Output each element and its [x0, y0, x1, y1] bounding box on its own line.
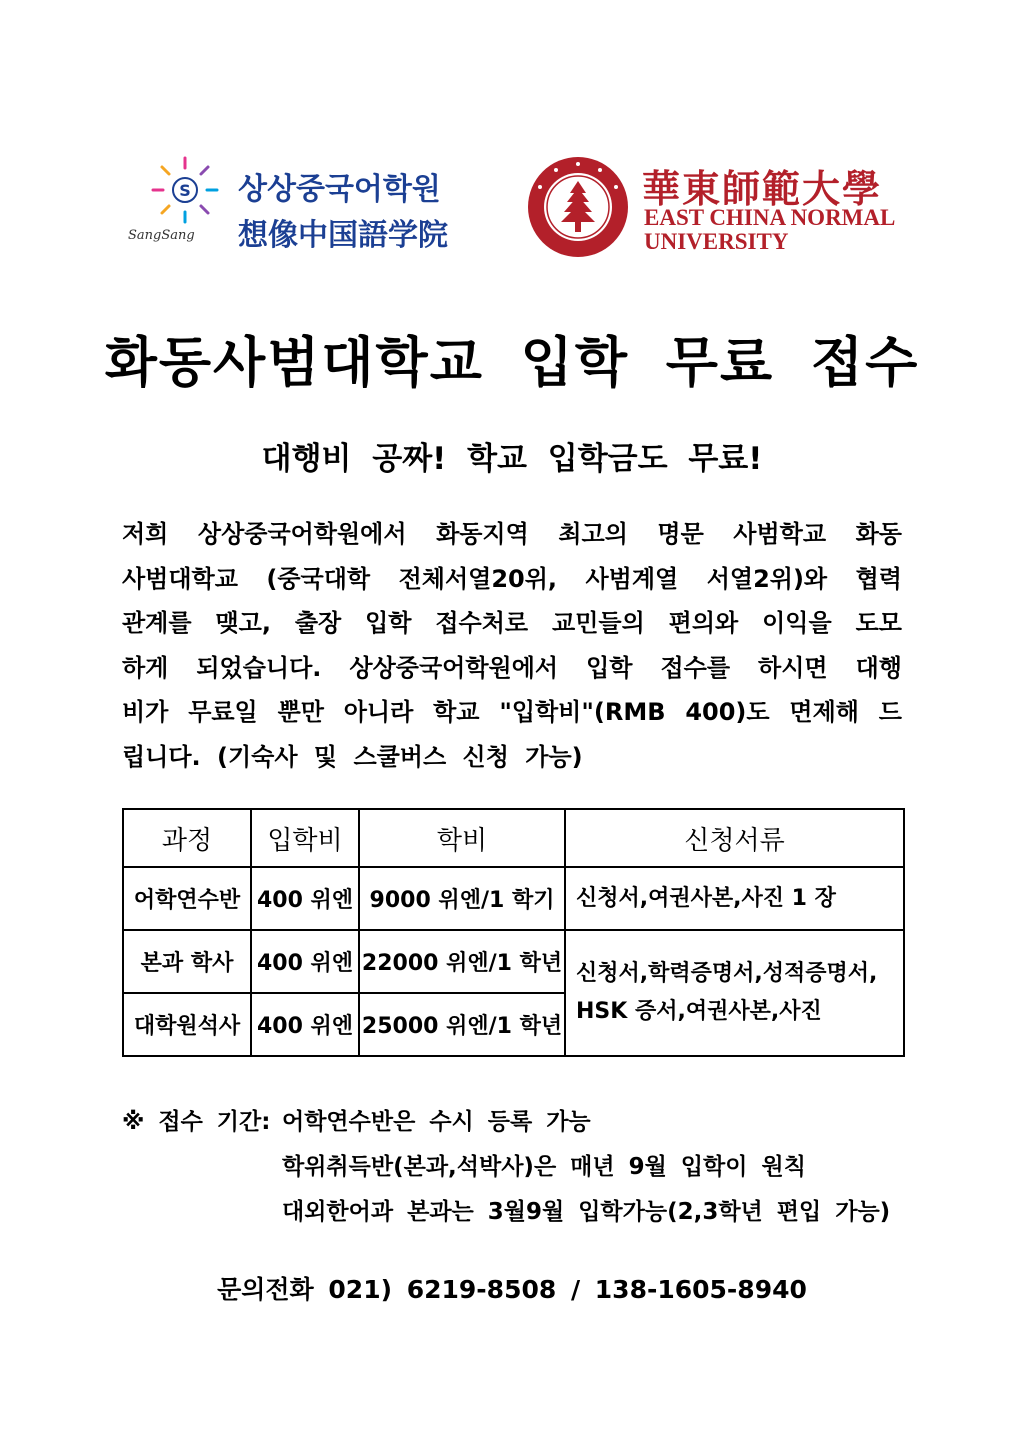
intro-word: 면제해	[789, 698, 859, 726]
intro-word: "입학비"(RMB	[499, 698, 666, 726]
intro-word: 사범대학교	[122, 564, 238, 593]
documents-cell: 신청서,여권사본,사진 1 장	[565, 867, 904, 930]
intro-word: 도모	[855, 609, 902, 637]
documents-line: 신청서,학력증명서,성적증명서,	[576, 961, 878, 986]
page-title: 화동사범대학교 입학 무료 접수	[104, 331, 920, 394]
academy-name-chinese: 想像中国語学院	[238, 218, 448, 253]
university-name-english-line2: UNIVERSITY	[644, 229, 789, 254]
course-cell: 대학원석사	[123, 993, 251, 1056]
documents-line: HSK 증서,여권사본,사진	[576, 999, 822, 1024]
intro-word: 400)도	[685, 698, 770, 726]
intro-word: 하시면	[758, 653, 828, 682]
header-tuition: 학비	[359, 809, 565, 867]
application-period-notes	[122, 1100, 890, 1235]
header-documents: 신청서류	[565, 809, 904, 867]
course-cell: 어학연수반	[123, 867, 251, 930]
intro-word: 화동지역	[436, 520, 529, 548]
contact-phone: 문의전화 021) 6219-8508 / 138-1605-8940	[217, 1275, 807, 1304]
intro-word: 사범계열	[585, 564, 679, 593]
university-name-chinese: 華東師範大學	[642, 166, 883, 211]
page-subtitle: 대행비 공짜! 학교 입학금도 무료!	[261, 441, 763, 477]
academy-wordmark: SangSang	[128, 228, 195, 243]
intro-line: 립니다. (기숙사 및 스쿨버스 신청 가능)	[122, 742, 583, 771]
intro-word: 이익을	[762, 609, 832, 637]
university-name-english-line1: EAST CHINA NORMAL	[644, 205, 896, 230]
intro-word: 서열2위)와	[706, 564, 828, 593]
intro-word: 학교	[433, 698, 480, 726]
intro-word: 되었습니다.	[196, 653, 322, 682]
admission-cell: 400 위엔	[251, 867, 359, 930]
table-row	[123, 867, 904, 930]
intro-word: 대행	[855, 653, 902, 682]
documents-cell-shared	[565, 930, 904, 1056]
intro-word: 입학	[365, 609, 412, 637]
intro-word: 협력	[855, 564, 902, 593]
note-text: 어학연수반은 수시 등록 가능	[282, 1109, 591, 1135]
note-line: 학위취득반(본과,석박사)은 매년 9월 입학이 원칙	[282, 1154, 806, 1180]
note-label: ※ 접수 기간:	[122, 1109, 271, 1135]
fee-table	[122, 808, 905, 1057]
admission-cell: 400 위엔	[251, 993, 359, 1056]
note-line: 대외한어과 본과는 3월9월 입학가능(2,3학년 편입 가능)	[282, 1199, 891, 1225]
intro-word: 교민들의	[552, 609, 645, 637]
intro-word: 명문	[657, 520, 704, 548]
admission-cell: 400 위엔	[251, 930, 359, 993]
intro-word: (중국대학	[266, 564, 371, 593]
tuition-cell: 9000 위엔/1 학기	[359, 867, 565, 930]
intro-line	[122, 557, 902, 602]
intro-word: 뿐만	[277, 698, 324, 726]
intro-line	[122, 512, 902, 557]
academy-name-korean: 상상중국어학원	[238, 172, 441, 207]
header-course: 과정	[123, 809, 251, 867]
intro-paragraph	[122, 512, 902, 779]
intro-word: 편의와	[668, 609, 739, 637]
intro-word: 화동	[855, 520, 902, 548]
intro-word: 상상중국어학원에서	[349, 653, 559, 682]
note-line	[122, 1100, 890, 1145]
intro-word: 무료일	[188, 698, 258, 726]
intro-word: 관계를	[122, 609, 192, 637]
header-admission-fee: 입학비	[251, 809, 359, 867]
course-cell: 본과 학사	[123, 930, 251, 993]
intro-word: 상상중국어학원에서	[197, 520, 407, 548]
intro-line	[122, 646, 902, 691]
intro-word: 출장	[294, 609, 342, 637]
intro-word: 비가	[122, 698, 169, 726]
university-seal-icon	[526, 155, 630, 259]
table-header-row	[123, 809, 904, 867]
tuition-cell: 25000 위엔/1 학년	[359, 993, 565, 1056]
intro-word: 접수를	[660, 653, 731, 682]
intro-line	[122, 690, 902, 735]
intro-word: 접수처로	[435, 609, 529, 637]
table-row	[123, 930, 904, 993]
intro-word: 맺고,	[215, 609, 271, 637]
intro-word: 사범학교	[733, 520, 827, 548]
intro-line	[122, 601, 902, 646]
intro-word: 최고의	[558, 520, 628, 548]
intro-word: 저희	[122, 520, 169, 548]
intro-word: 입학	[586, 653, 633, 682]
intro-word: 아니라	[343, 698, 414, 726]
tuition-cell: 22000 위엔/1 학년	[359, 930, 565, 993]
intro-word: 하게	[122, 653, 169, 682]
intro-word: 전체서열20위,	[398, 564, 558, 593]
svg-text:S: S	[179, 181, 191, 200]
intro-word: 드	[878, 698, 902, 726]
